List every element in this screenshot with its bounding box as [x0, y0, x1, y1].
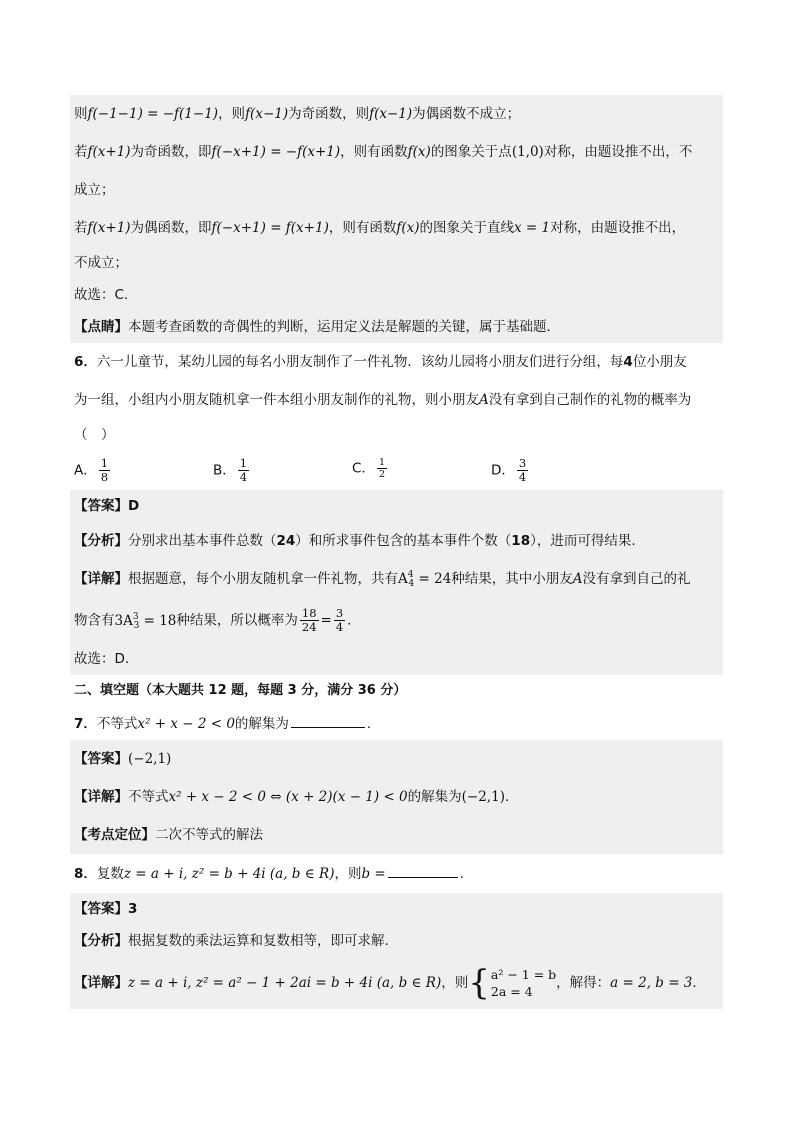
text: 不成立；	[74, 255, 128, 271]
document-page	[70, 95, 723, 1009]
math: z = a + i, z² = b + 4i (a, b ∈ R)	[123, 866, 335, 882]
q7-answer	[70, 740, 723, 778]
text: 没有拿到自己制作的礼物的概率为	[488, 392, 692, 408]
question-number: 7．	[74, 716, 97, 732]
option-b	[213, 457, 352, 484]
denominator: 8	[100, 470, 109, 484]
option-c	[352, 457, 491, 484]
text: 种结果，所以概率为	[176, 612, 298, 629]
q8-stem	[70, 854, 723, 893]
text: ，则有函数	[340, 144, 408, 160]
denominator: 24	[301, 620, 317, 634]
analysis-tag: 【分析】	[74, 933, 128, 949]
text: 故选：D.	[74, 651, 130, 667]
answer-tag: 【答案】	[74, 498, 128, 514]
fraction	[517, 457, 528, 484]
text: 24	[276, 533, 296, 549]
numerator: 18	[301, 606, 317, 620]
detail-tag: 【详解】	[74, 789, 128, 805]
text: 若	[74, 144, 88, 160]
answer-tag: 【答案】	[74, 901, 128, 917]
text: ，则有函数	[328, 220, 397, 236]
math: a = 2, b = 3	[610, 975, 693, 991]
answer-value: (−2,1)	[128, 751, 172, 767]
text: 二次不等式的解法	[155, 827, 263, 843]
text: 18	[511, 533, 531, 549]
choice-line	[70, 279, 723, 311]
fraction	[377, 457, 387, 480]
math-sup: 4	[407, 570, 414, 580]
fraction	[238, 457, 249, 484]
answer-blank	[388, 863, 458, 878]
text: ，解得：	[556, 975, 611, 991]
math: (1,0)	[511, 144, 544, 160]
text: 本题考查函数的奇偶性的判断，运用定义法是解题的关键，属于基础题．	[128, 319, 560, 335]
text: 种结果，其中小朋友	[451, 571, 573, 587]
question-number: 8．	[74, 866, 97, 882]
text: .	[366, 716, 372, 732]
text: 对称，由题设推不出，不	[543, 144, 693, 160]
text: .	[459, 866, 465, 882]
q8-detail	[70, 957, 723, 1009]
math: f(x−1)	[245, 106, 289, 122]
denominator: 4	[239, 470, 248, 484]
analysis-tag: 【分析】	[74, 533, 128, 549]
math: x = 1	[514, 220, 551, 236]
math: f(x)	[407, 144, 431, 160]
q6-choose	[70, 643, 723, 675]
q6-analysis	[70, 522, 723, 560]
text: 若	[74, 220, 88, 236]
text: 为一组，小组内小朋友随机拿一件本组小朋友制作的礼物，则小朋友	[74, 392, 479, 408]
math-sub: 4	[408, 579, 415, 589]
math	[115, 613, 177, 629]
math-text: = 18	[139, 612, 177, 629]
answer-value: 3	[128, 901, 138, 917]
text: .	[347, 612, 352, 629]
text: 为偶函数不成立；	[412, 106, 521, 122]
text: ，则	[334, 866, 362, 882]
text: 复数	[96, 866, 124, 882]
text: 成立；	[74, 182, 115, 198]
explanation-line-5	[70, 247, 723, 279]
text: .	[504, 789, 510, 805]
math: =	[320, 612, 332, 629]
numerator: 1	[239, 456, 248, 470]
q6-paren	[70, 419, 723, 451]
math-text: 3A	[114, 612, 133, 629]
numerator: 1	[100, 456, 109, 470]
text: 为奇函数，则	[288, 106, 370, 122]
text: 不等式	[128, 789, 169, 805]
math: A	[572, 571, 583, 587]
text: 物含有	[74, 612, 115, 629]
point-tag: 【考点定位】	[74, 827, 155, 843]
text: 的图象关于直线	[419, 220, 514, 236]
math: f(x+1)	[87, 220, 131, 236]
brace: {	[468, 963, 490, 1003]
option-a	[74, 457, 213, 484]
answer-blank	[291, 713, 365, 728]
denominator: 2	[378, 469, 385, 480]
text: ），进而可得结果.	[530, 533, 636, 549]
q6-stem-line-2	[70, 381, 723, 419]
q6-detail-line-1	[70, 560, 723, 598]
section-title: 二、填空题（本大题共 12 题，每题 3 分，满分 36 分）	[74, 683, 407, 698]
text: 分别求出基本事件总数（	[128, 533, 277, 549]
option-d	[491, 457, 630, 484]
comment-tag: 【点睛】	[74, 319, 128, 335]
math	[398, 571, 451, 587]
math: z = a + i, z² = a² − 1 + 2ai = b + 4i (a, b ∈ R)	[128, 975, 442, 991]
text: ）和所求事件包含的基本事件个数（	[295, 533, 512, 549]
fraction	[334, 607, 345, 634]
numerator: 3	[518, 456, 527, 470]
numerator: 3	[335, 606, 344, 620]
option-label: D．	[491, 462, 515, 479]
q7-point	[70, 816, 723, 854]
explanation-line-2	[70, 133, 723, 171]
text: 的解集为	[407, 789, 462, 805]
question-number: 6．	[74, 354, 97, 370]
math: f(x−1)	[369, 106, 413, 122]
explanation-line-3	[70, 171, 723, 209]
text: 对称，由题设推不出，	[550, 220, 686, 236]
text: .	[692, 975, 697, 991]
answer-value: D	[128, 498, 140, 514]
math: f(x+1)	[87, 144, 131, 160]
math: A	[479, 392, 489, 408]
equation: 2a = 4	[490, 984, 533, 999]
text: 的解集为	[234, 716, 289, 732]
option-label: C．	[352, 460, 375, 477]
text: 则	[74, 106, 88, 122]
text: ，则	[218, 106, 246, 122]
text: 为奇函数，即	[130, 144, 212, 160]
q6-detail-line-2	[70, 598, 723, 643]
detail-tag: 【详解】	[74, 975, 128, 991]
math: f(−x+1) = f(x+1)	[211, 220, 329, 236]
text: （ ）	[74, 427, 115, 443]
text: 为偶函数，即	[130, 220, 212, 236]
text: 4	[623, 354, 633, 370]
numerator: 1	[378, 457, 385, 468]
text: 根据题意，每个小朋友随机拿一件礼物，共有	[128, 571, 398, 587]
text: 没有拿到自己的礼	[582, 571, 691, 587]
math: b =	[361, 866, 386, 882]
q8-answer	[70, 893, 723, 925]
math: (−2,1)	[461, 789, 505, 805]
math: f(x)	[396, 220, 420, 236]
math-text: A	[398, 571, 408, 587]
q6-stem-line-1	[70, 343, 723, 381]
math-sub: 3	[133, 620, 140, 631]
text: 位小朋友	[632, 354, 687, 370]
q7-stem	[70, 707, 723, 740]
q8-analysis	[70, 925, 723, 957]
text: 不等式	[96, 716, 138, 732]
text: 的图象关于点	[430, 144, 512, 160]
denominator: 4	[518, 470, 527, 484]
math-text: = 24	[414, 571, 452, 587]
math-sup: 3	[132, 611, 139, 622]
text: 六一儿童节，某幼儿园的每名小朋友制作了一件礼物．该幼儿园将小朋友们进行分组，每	[96, 354, 624, 370]
q7-detail	[70, 778, 723, 816]
option-label: A．	[74, 462, 97, 479]
equation-system	[491, 966, 556, 1000]
q6-options	[70, 451, 723, 490]
denominator: 4	[335, 620, 344, 634]
math: f(−x+1) = −f(x+1)	[211, 144, 341, 160]
text: 根据复数的乘法运算和复数相等，即可求解.	[128, 933, 389, 949]
fraction	[99, 457, 110, 484]
text: 故选：C.	[74, 287, 129, 303]
text: ，则	[441, 975, 469, 991]
detail-tag: 【详解】	[74, 571, 128, 587]
math: x² + x − 2 < 0	[137, 716, 235, 732]
q6-answer	[70, 490, 723, 522]
equation: a² − 1 = b	[490, 967, 557, 982]
comment-line	[70, 311, 723, 343]
math: f(−1−1) = −f(1−1)	[87, 106, 219, 122]
answer-tag: 【答案】	[74, 751, 128, 767]
math: x² + x − 2 < 0 ⇔ (x + 2)(x − 1) < 0	[168, 789, 408, 805]
fraction	[300, 607, 319, 634]
explanation-line-4	[70, 209, 723, 247]
option-label: B．	[213, 462, 236, 479]
explanation-line-1	[70, 95, 723, 133]
section-heading	[70, 675, 723, 707]
